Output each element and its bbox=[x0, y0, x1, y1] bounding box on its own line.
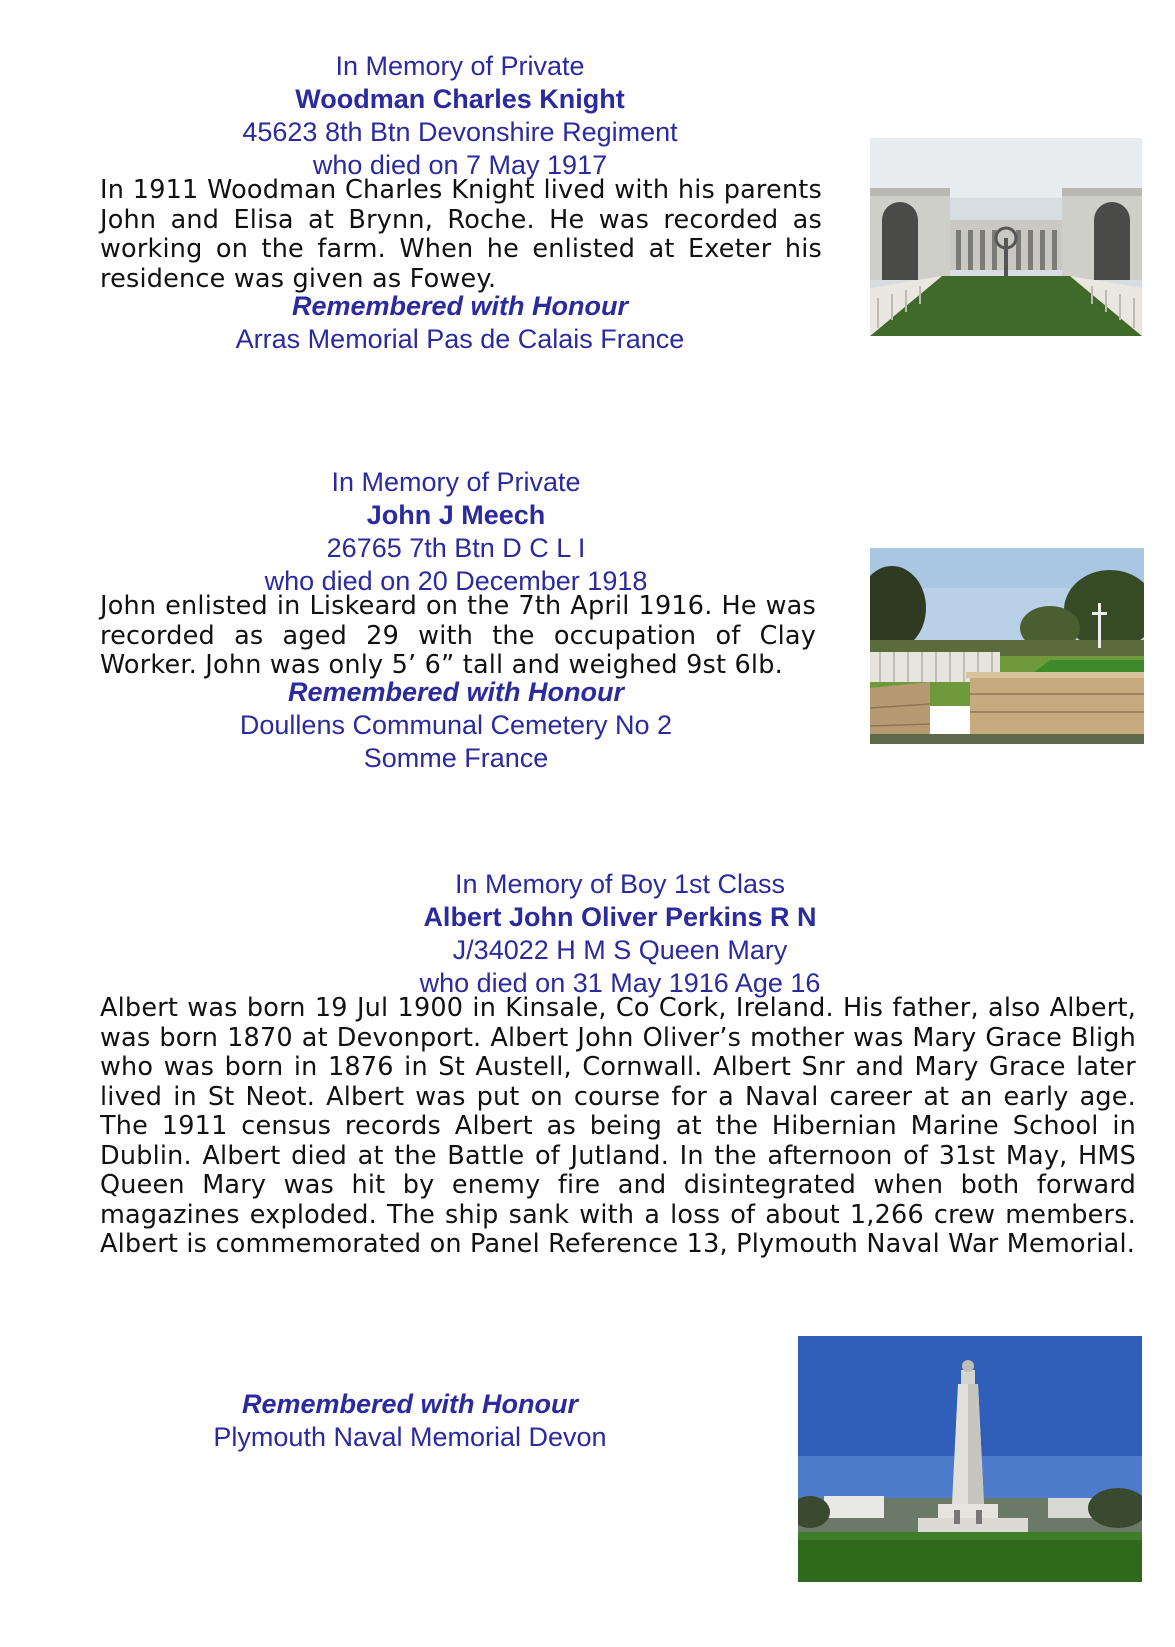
entry-3-name: Albert John Oliver Perkins R N bbox=[423, 902, 817, 932]
entry-2-intro: In Memory of Private bbox=[331, 467, 581, 497]
plymouth-memorial-photo bbox=[798, 1336, 1142, 1582]
entry-2-heading bbox=[100, 466, 812, 598]
entry-3-unit: J/34022 H M S Queen Mary bbox=[452, 935, 788, 965]
entry-2-honour: Remembered with Honour bbox=[287, 677, 625, 707]
entry-1-heading bbox=[100, 50, 820, 182]
entry-3-died: who died on 31 May 1916 Age 16 bbox=[419, 968, 821, 998]
entry-2-place-line1: Doullens Communal Cemetery No 2 bbox=[239, 710, 673, 740]
entry-2-bio: John enlisted in Liskeard on the 7th April 1916. He was recorded as aged 29 with the occupation of Clay Worker. John was only 5’ 6” tall and weighed 9st 6lb. bbox=[100, 591, 816, 680]
entry-3-heading bbox=[100, 868, 1140, 1000]
entry-3-intro: In Memory of Boy 1st Class bbox=[454, 869, 786, 899]
entry-1-footer bbox=[100, 290, 820, 356]
entry-3-honour: Remembered with Honour bbox=[241, 1389, 579, 1419]
entry-2-unit: 26765 7th Btn D C L I bbox=[326, 533, 586, 563]
entry-2-place-line2: Somme France bbox=[363, 743, 549, 773]
entry-2-died: who died on 20 December 1918 bbox=[264, 566, 648, 596]
entry-1-intro: In Memory of Private bbox=[335, 51, 585, 81]
entry-1-name: Woodman Charles Knight bbox=[295, 84, 625, 114]
entry-1-place: Arras Memorial Pas de Calais France bbox=[235, 324, 685, 354]
doullens-cemetery-photo bbox=[870, 548, 1144, 744]
entry-1-died: who died on 7 May 1917 bbox=[312, 150, 608, 180]
entry-3-place: Plymouth Naval Memorial Devon bbox=[213, 1422, 607, 1452]
entry-3-bio: Albert was born 19 Jul 1900 in Kinsale, Co Cork, Ireland. His father, also Albert, was born 1870 at Devonport. Albert John Oliver’s mother was Mary Grace Bligh who was born in 1876 in St Austell, Cornwall. Albert Snr and Mary Grace later lived in St Neot. Albert was put on course for a Naval career at an early age. The 1911 census records Albert as being at the Hibernian Marine School in Dublin. Albert died at the Battle of Jutland. In the afternoon of 31st May, HMS Queen Mary was hit by enemy fire and disintegrated when both forward magazines exploded. The ship sank with a loss of about 1,266 crew members. Albert is commemorated on Panel Reference 13, Plymouth Naval War Memorial. bbox=[100, 993, 1136, 1259]
entry-2-name: John J Meech bbox=[366, 500, 546, 530]
entry-1-unit: 45623 8th Btn Devonshire Regiment bbox=[242, 117, 678, 147]
entry-1-bio: In 1911 Woodman Charles Knight lived with his parents John and Elisa at Brynn, Roche. He was recorded as working on the farm. When he enlisted at Exeter his residence was given as Fowey. bbox=[100, 175, 822, 294]
entry-3-footer bbox=[100, 1388, 720, 1454]
arras-memorial-photo bbox=[870, 138, 1142, 336]
entry-2-footer bbox=[100, 676, 812, 775]
entry-1-honour: Remembered with Honour bbox=[291, 291, 629, 321]
